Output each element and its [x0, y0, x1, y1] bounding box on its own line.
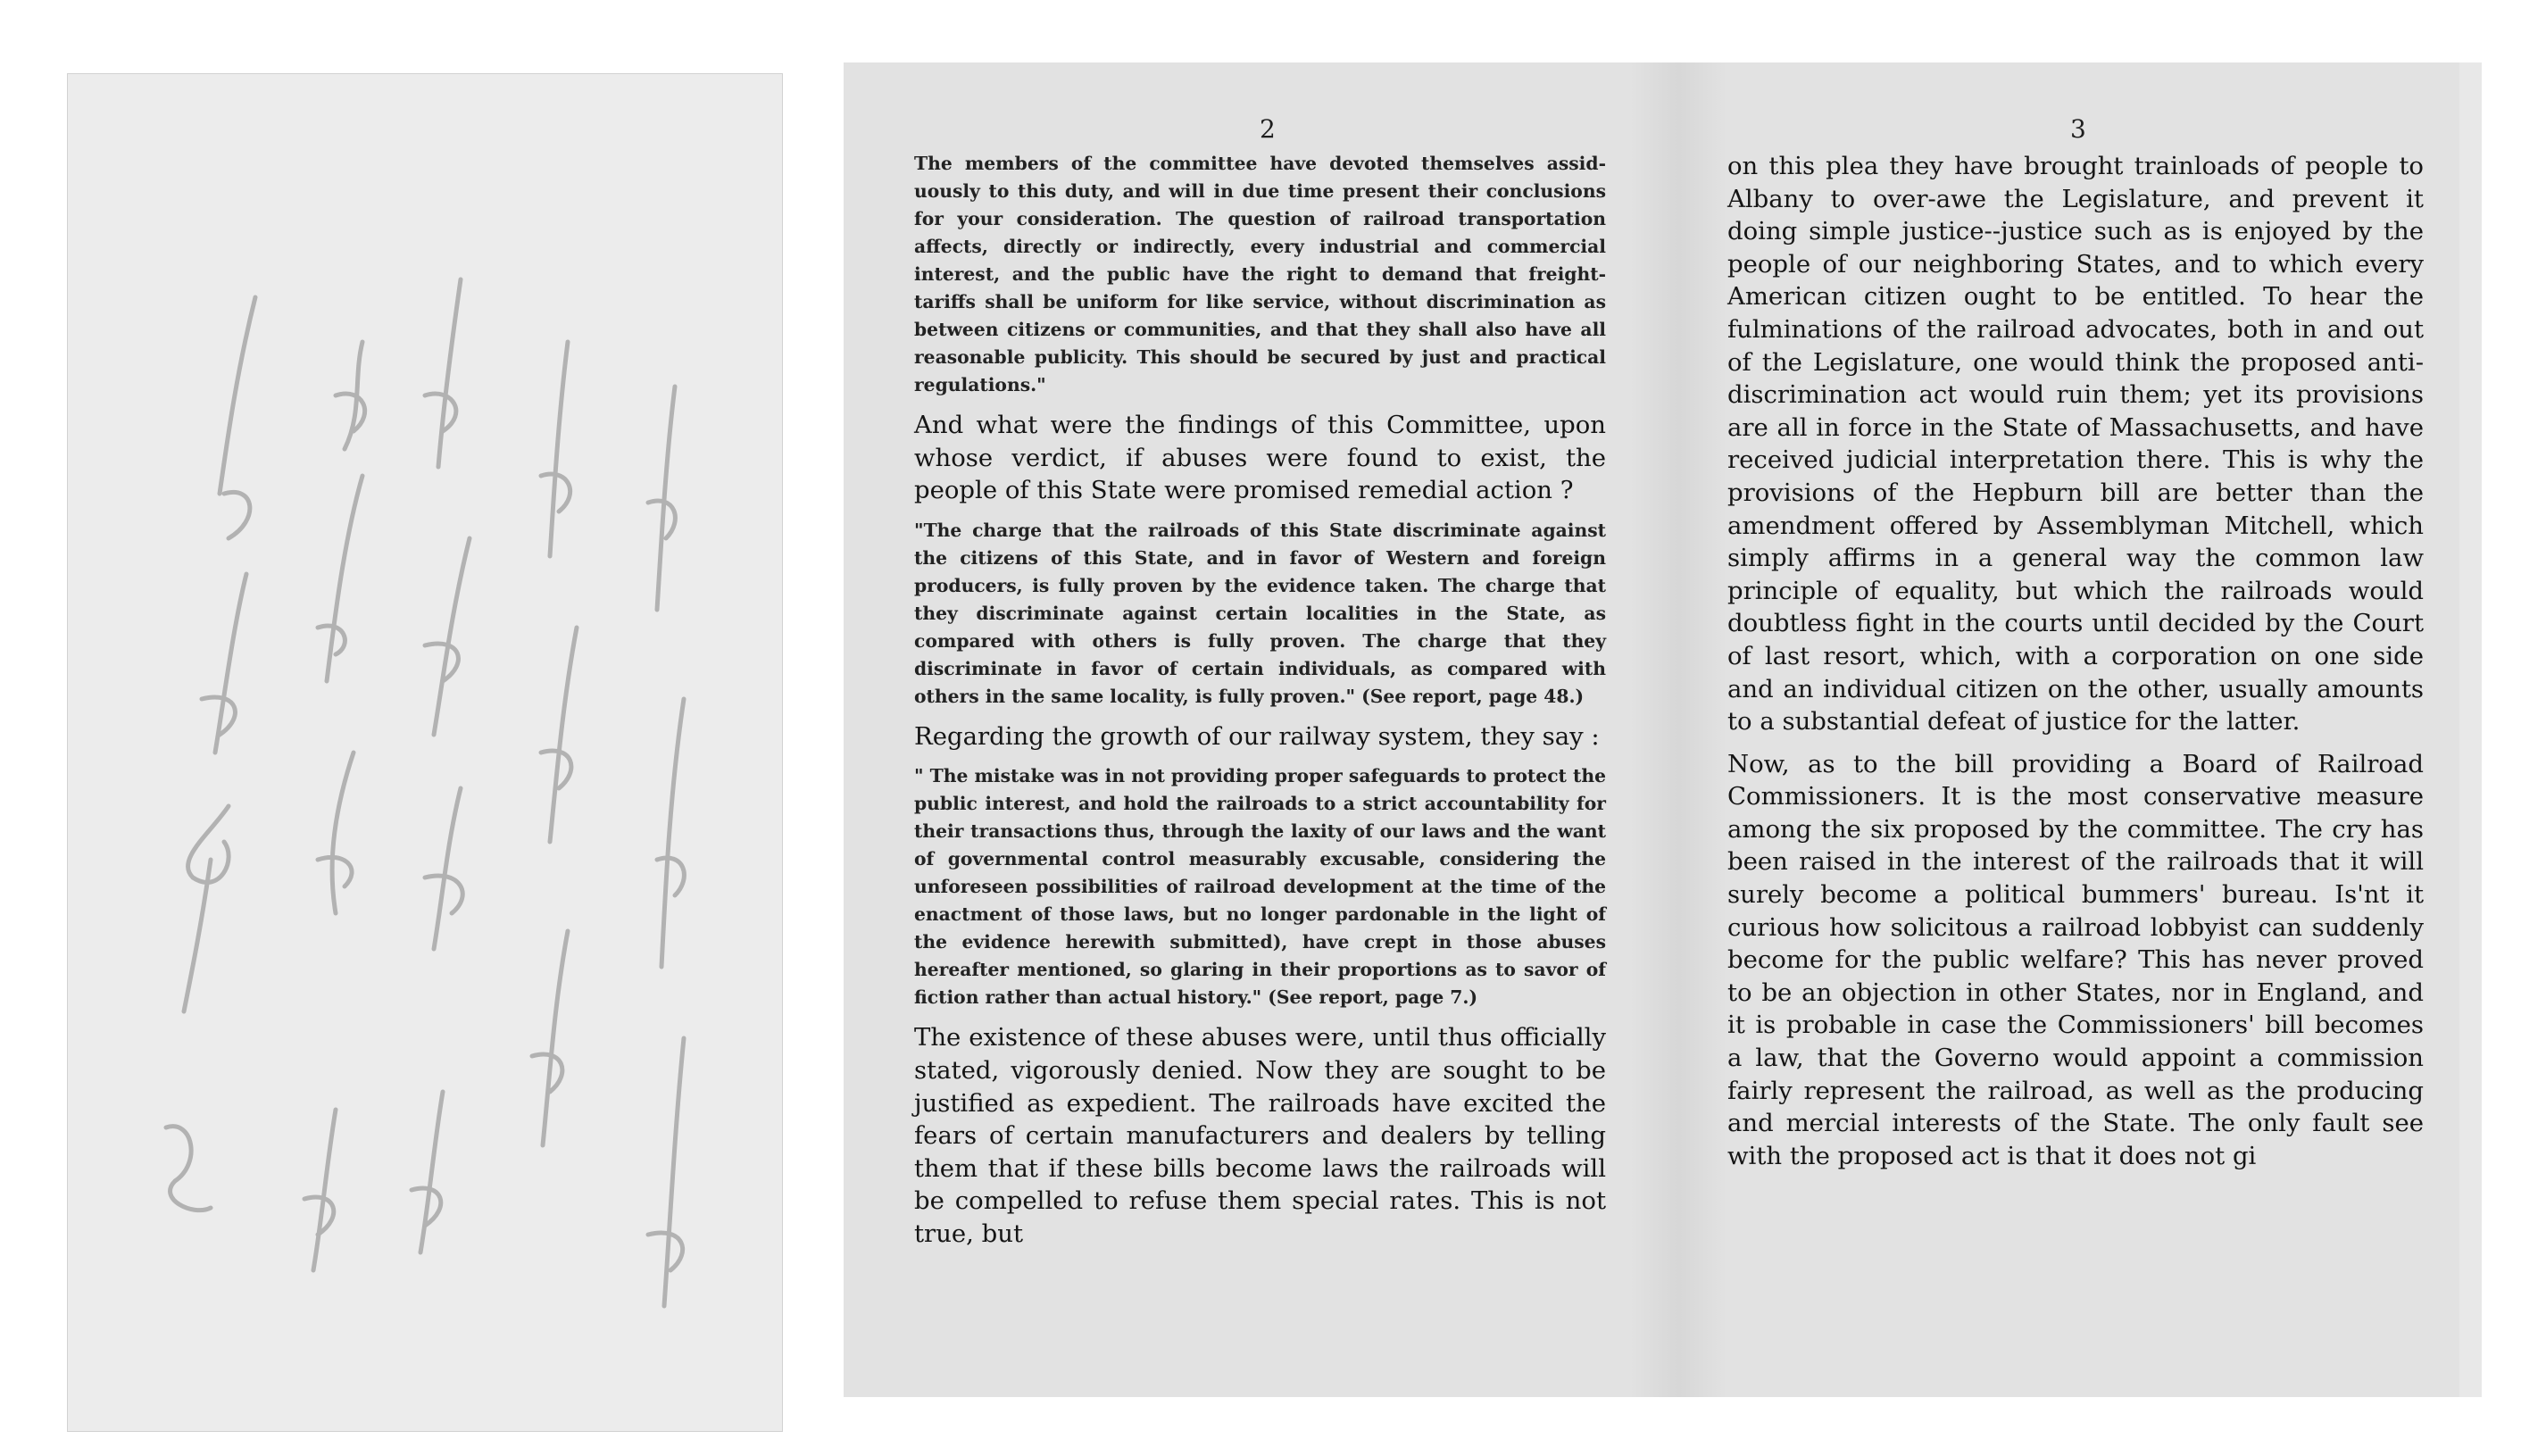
- handwriting-stroke: [425, 538, 470, 735]
- paragraph-mistake-quote: " The mistake was in not providing proper safeguards to protect the public interest, and hold the railroads to a strict accountability for their transactions thus, through the laxity of our laws and the want of governmental control measurably excusable, considering the unforeseen possibilities of railroad development at the time of the enactment of those laws, but no longer pardonable in the light of the evidence herewith submitted), have crept in those abuses hereafter mentioned, so glaring in their proportions as to savor of fiction rather than actual history." (See report, page 7.): [914, 765, 1606, 1009]
- page-torn-edge: [2459, 62, 2482, 1397]
- paragraph-existence-of-abuses: The existence of these abuses were, until thus officially stated, vigorously denied. Now they are sought to be justified as expedient. The railroads have excited the fears of certain manufacturers and dealers by telling them that if these bills become laws the railroads will be compelled to refuse them special rates. This is not true, but: [914, 1023, 1606, 1248]
- document-spread: [844, 62, 2482, 1397]
- handwriting-stroke: [541, 628, 577, 842]
- paragraph-trainloads-plea: on this plea they have brought trainloads of people to Albany to over-awe the Legislature, and prevent it doing simple justice--justice such as is enjoyed by the people of our neighboring States, and to which every American citizen ought to be entitled. To hear the fulminations of the railroad advocates, both in and out of the Legislature, one would think the proposed anti-discrimination act would ruin them; yet its provisions are all in force in the State of Massachusetts, and have received judicial interpretation there. This is why the provisions of the Hepburn bill are better than the amendment offered by Assemblyman Mitchell, which simply affirms in a general way the common law principle of equality, but which the railroads would doubtless fight in the courts until decided by the Court of last resort, which, with a corporation on one side and an individual citizen on the other, usually amounts to a substantial defeat of justice for the latter.: [1727, 152, 2424, 736]
- paragraph-railway-growth: Regarding the growth of our railway system, they say :: [914, 721, 1600, 751]
- page-number-left: 2: [1260, 114, 1276, 144]
- paragraph-committee-quote: The members of the committee have devoted themselves assiduously to this duty, and will in due time present their conclusions for your consideration. The question of railroad transportation affects, directly or indirectly, every industrial and commercial interest, and the public have the right to demand that freight-tariffs shall be uniform for like service, without discrimination as between citizens or communities, and that they shall also have all reasonable publicity. This should be secured by just and practical regulations.": [914, 153, 1606, 395]
- handwriting-stroke: [220, 297, 255, 538]
- paragraph-railroad-commissioners: Now, as to the bill providing a Board of Railroad Commissioners. It is the most conservative measure among the six proposed by the committee. The cry has been raised in the interest of the railroads that it will surely become a political bummers' bureau. Is'nt it curious how solicitous a railroad lobbyist can suddenly become for the public welfare? This has never proved to be an objection in other States, nor in England, and it is probable in case the Commissioners' bill becomes a law, that the Governo would appoint a commission fairly represent the railroad, as well as the producing and mercial interests of the State. The only fault see with the proposed act is that it does not gi: [1727, 749, 2424, 1170]
- handwriting-bleedthrough: [68, 74, 782, 1431]
- left-page-text: [914, 150, 1606, 1251]
- handwriting-stroke: [541, 342, 570, 556]
- handwriting-stroke: [412, 1092, 443, 1252]
- right-page-text: [1727, 150, 2424, 1172]
- handwriting-stroke: [657, 699, 684, 967]
- handwriting-stroke: [425, 279, 461, 467]
- handwriting-stroke: [166, 1127, 211, 1211]
- handwriting-stroke: [184, 806, 229, 1011]
- handwriting-stroke: [648, 387, 675, 610]
- handwriting-stroke: [336, 342, 365, 449]
- handwriting-stroke: [425, 788, 462, 949]
- reverse-page: [67, 73, 783, 1432]
- paragraph-discrimination-quote: "The charge that the railroads of this State discriminate against the citizens of this State, and in favor of Western and foreign producers, is fully proven by the evidence taken. The charge that they discriminate against certain localities in the State, as compared with others is fully proven. The charge that they discriminate in favor of certain individuals, as compared with others in the same locality, is fully proven." (See report, page 48.): [914, 519, 1606, 707]
- handwriting-stroke: [318, 476, 362, 681]
- handwriting-stroke: [304, 1110, 336, 1270]
- page-number-right: 3: [2070, 114, 2086, 144]
- handwriting-stroke: [202, 574, 246, 753]
- handwriting-stroke: [648, 1038, 684, 1306]
- handwriting-stroke: [532, 931, 568, 1145]
- paragraph-findings-question: And what were the findings of this Committee, upon whose verdict, if abuses were found to exist, the people of this State were promised remedial action ?: [914, 411, 1606, 505]
- handwriting-stroke: [318, 753, 354, 913]
